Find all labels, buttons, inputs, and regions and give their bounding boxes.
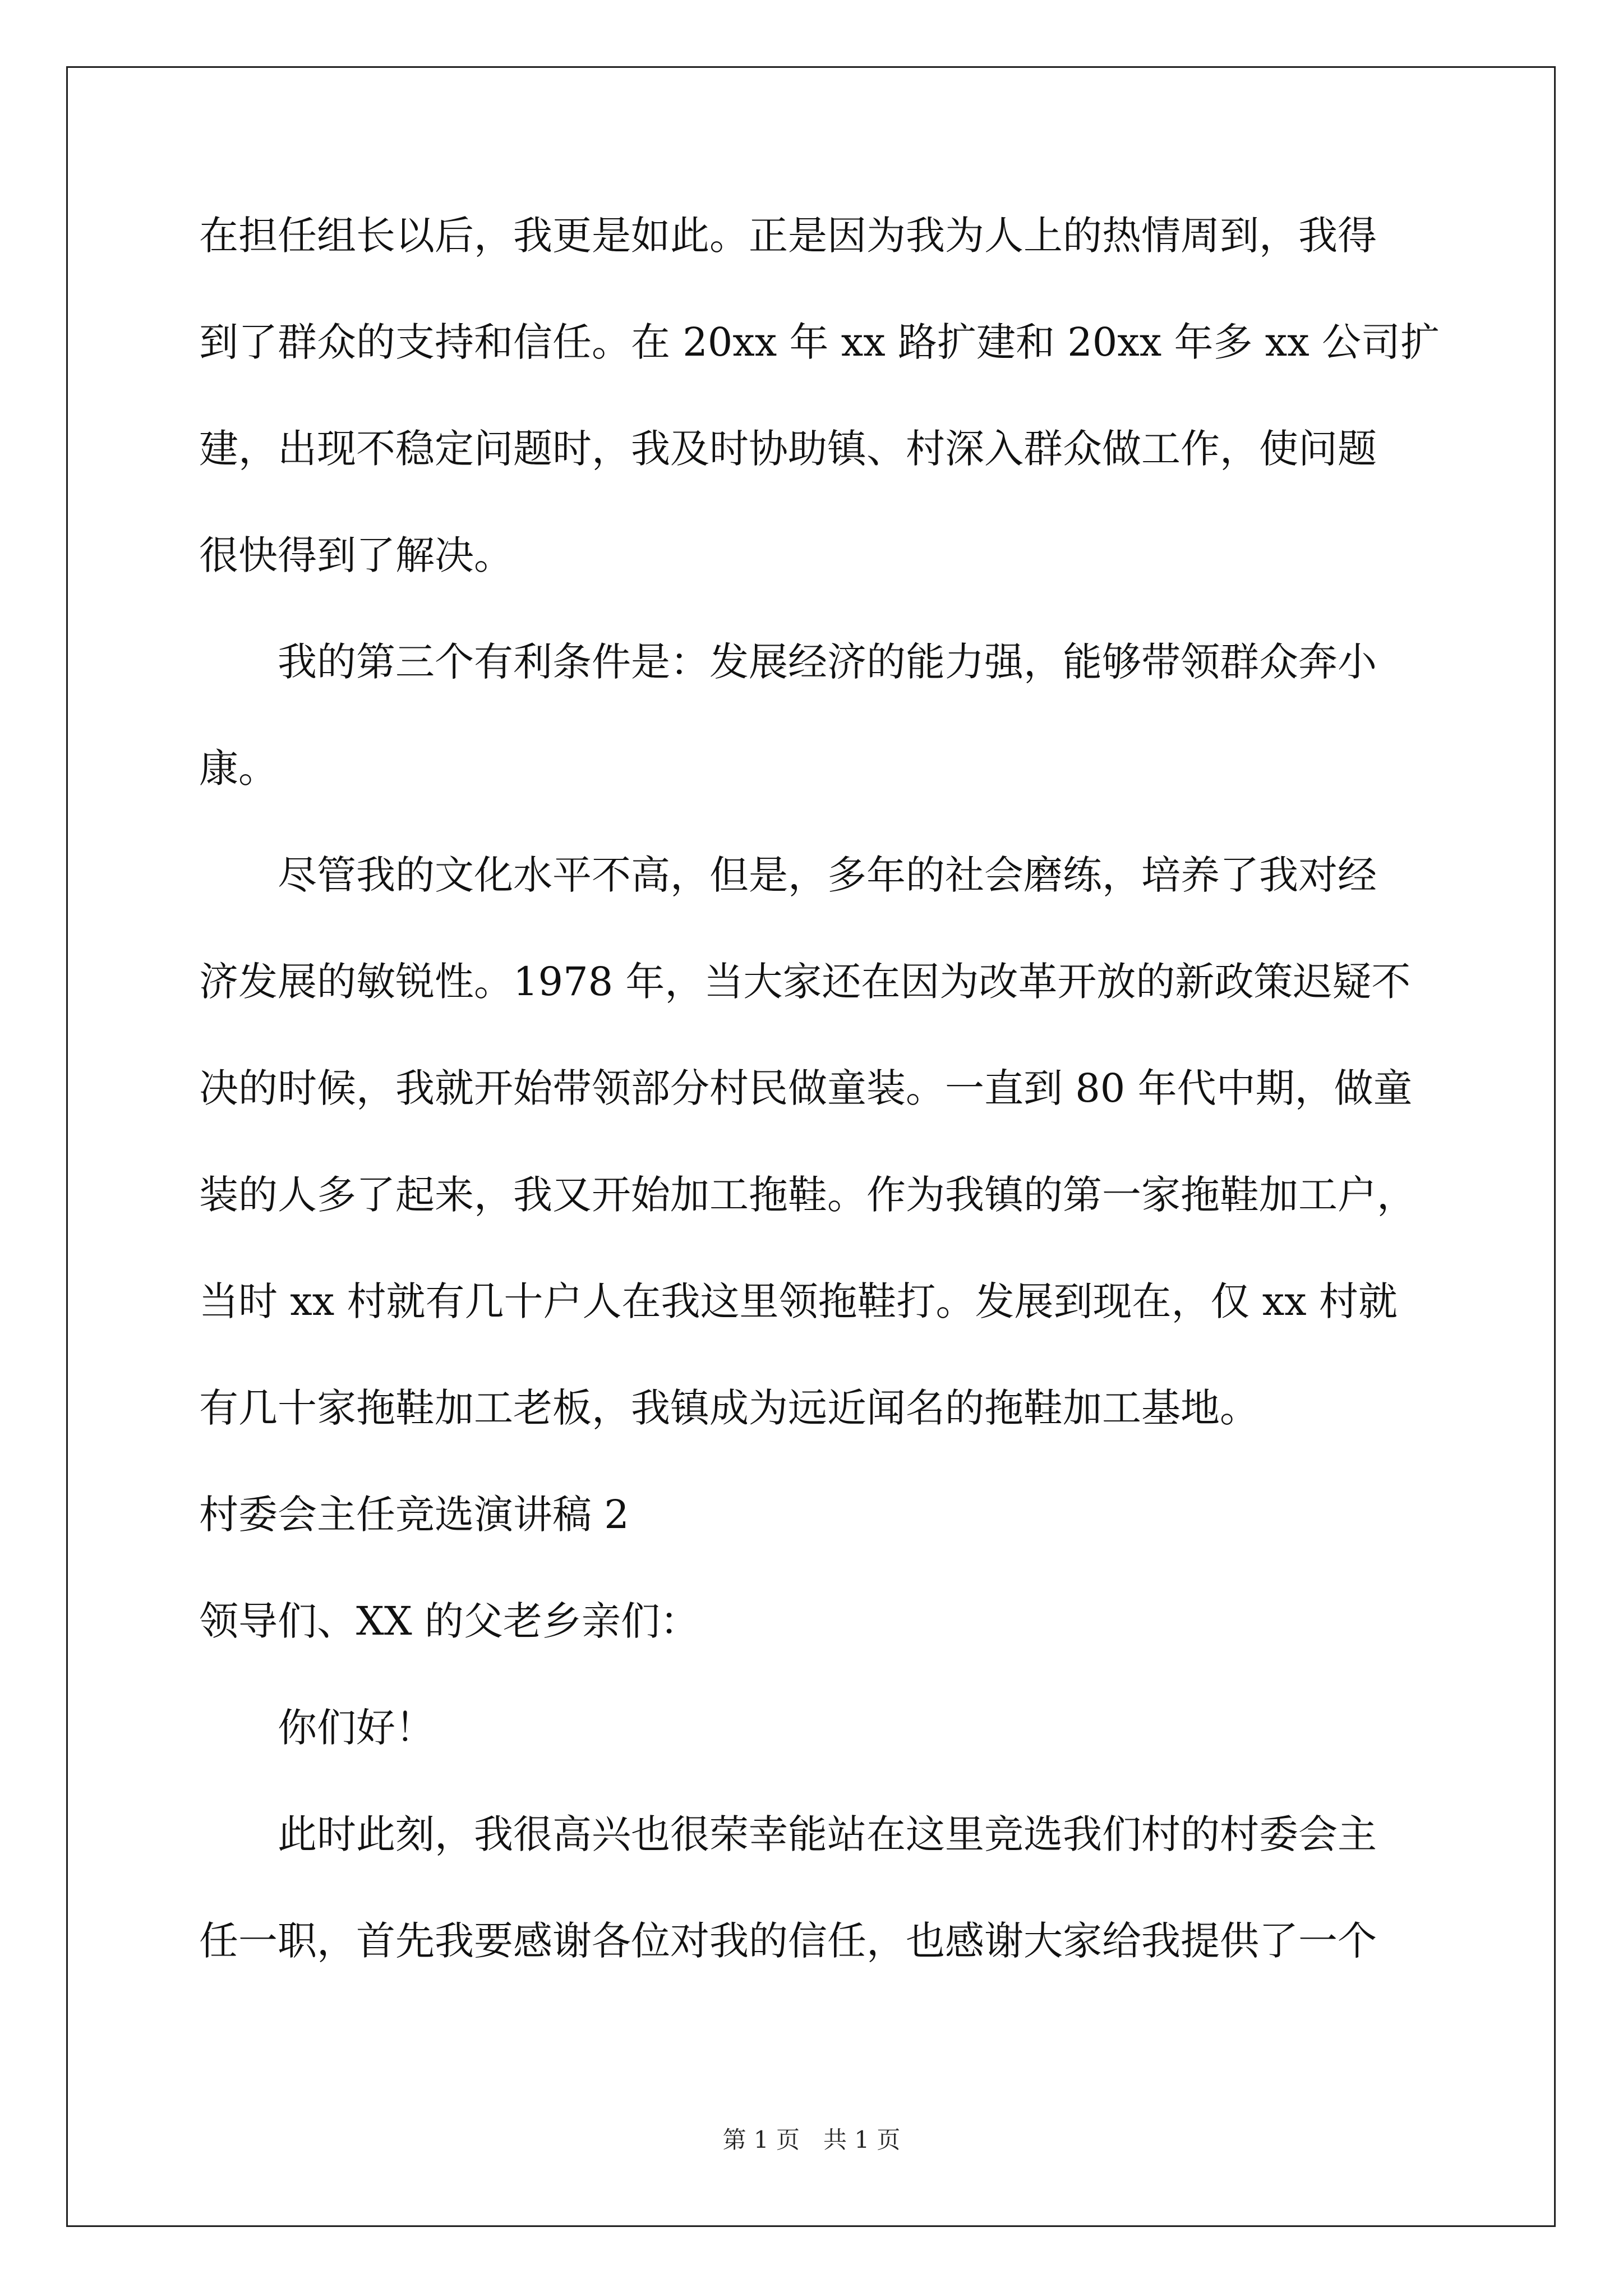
page-footer: 第 1 页 共 1 页: [722, 2126, 901, 2154]
text-line: 到了群众的支持和信任。在 20xx 年 xx 路扩建和 20xx 年多 xx 公司扩: [199, 319, 1440, 365]
text-line: 有几十家拖鞋加工老板，我镇成为远近闻名的拖鞋加工基地。: [199, 1385, 1259, 1431]
text-line: 很快得到了解决。: [199, 532, 513, 578]
text-line: 在担任组长以后，我更是如此。正是因为我为人上的热情周到，我得: [199, 213, 1377, 259]
text-line: 装的人多了起来，我又开始加工拖鞋。作为我镇的第一家拖鞋加工户，: [199, 1172, 1416, 1218]
salutation: 领导们、XX 的父老乡亲们：: [199, 1598, 699, 1644]
greeting: 你们好！: [278, 1705, 435, 1751]
page-border: [66, 66, 1556, 2227]
text-line: 任一职，首先我要感谢各位对我的信任，也感谢大家给我提供了一个: [199, 1918, 1377, 1964]
text-line: 决的时候，我就开始带领部分村民做童装。一直到 80 年代中期，做童: [199, 1065, 1413, 1111]
text-line: 康。: [199, 746, 278, 792]
text-line: 济发展的敏锐性。1978 年，当大家还在因为改革开放的新政策迟疑不: [199, 959, 1411, 1005]
paragraph-start-line: 我的第三个有利条件是：发展经济的能力强，能够带领群众奔小: [278, 639, 1377, 685]
text-line: 建，出现不稳定问题时，我及时协助镇、村深入群众做工作，使问题: [199, 426, 1377, 472]
paragraph-start-line: 此时此刻，我很高兴也很荣幸能站在这里竞选我们村的村委会主: [278, 1811, 1377, 1857]
section-title: 村委会主任竞选演讲稿 2: [199, 1492, 629, 1538]
text-line: 当时 xx 村就有几十户人在我这里领拖鞋打。发展到现在，仅 xx 村就: [199, 1278, 1398, 1324]
paragraph-start-line: 尽管我的文化水平不高，但是，多年的社会磨练，培养了我对经: [278, 852, 1377, 898]
